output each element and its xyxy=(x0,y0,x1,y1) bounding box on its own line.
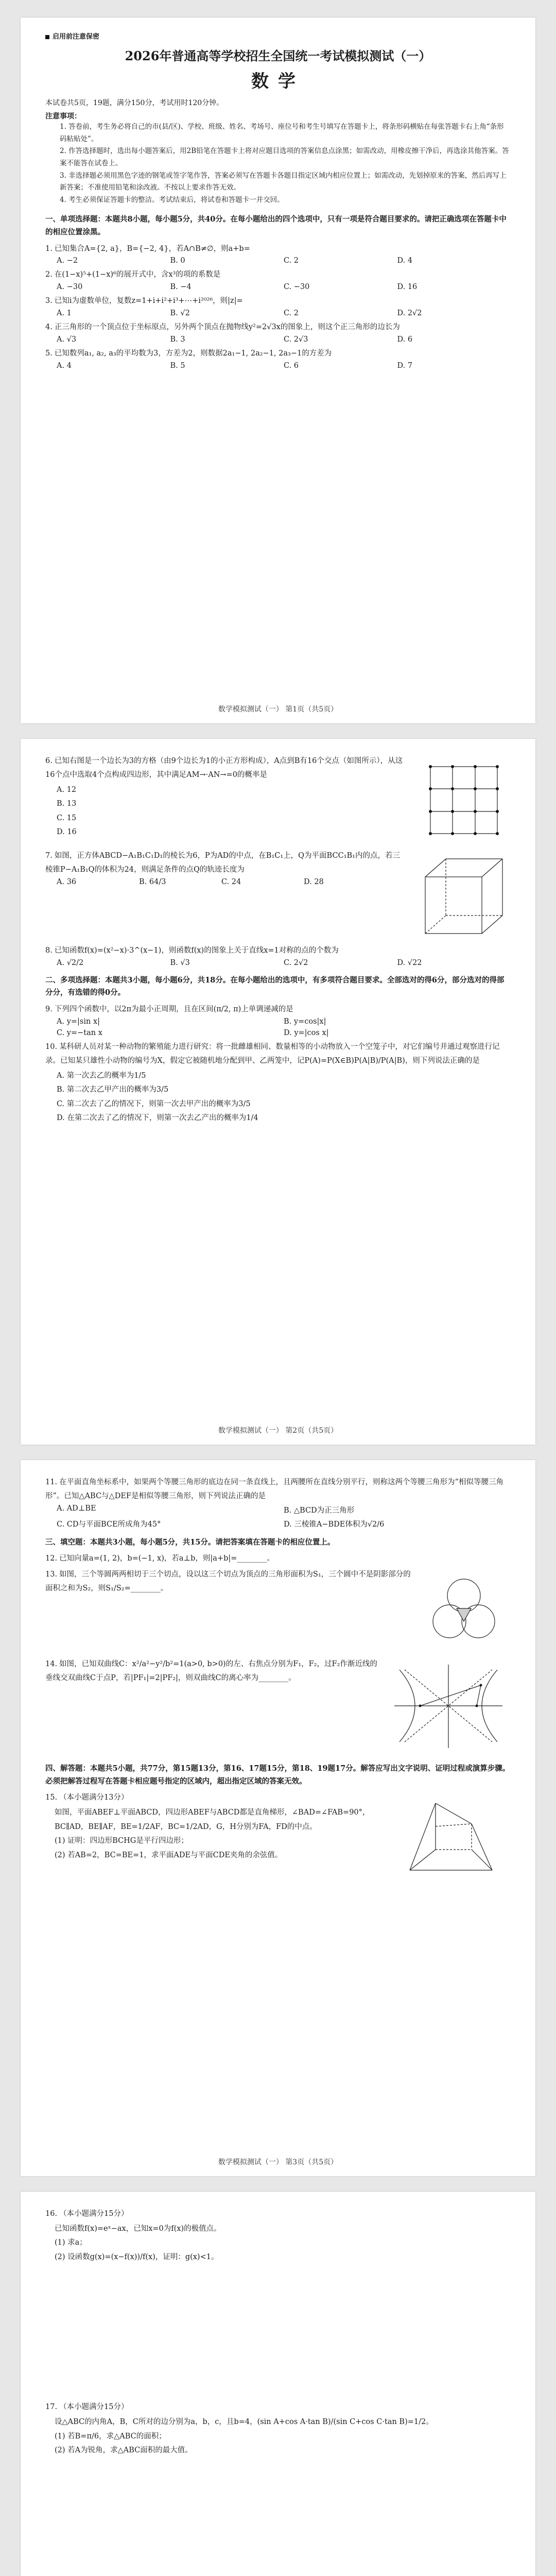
option: B. 13 xyxy=(57,800,77,808)
hyperbola-figure xyxy=(389,1659,508,1752)
question-7-options xyxy=(57,878,386,886)
question-3-options xyxy=(57,309,511,317)
option: C. 2 xyxy=(284,257,299,265)
question-4-options xyxy=(57,335,511,344)
option: C. 2√3 xyxy=(284,335,308,344)
option: C. 24 xyxy=(221,877,241,886)
option: C. y=−tan x xyxy=(57,1028,102,1037)
question-10: 10. 某科研人员对某一种动物的繁殖能力进行研究：将一批雌雄相同、数量相等的小动物放入一个空笼子中，对它们编号并通过观察进行记录。已知某只雄性小动物的编号为X，假定它被随机地分配到甲、乙两笼中，记P(A)=P(X∈B)P(A|B)/P(A|B)，则下列说法正确的是 xyxy=(45,1042,500,1065)
option: D. 7 xyxy=(397,361,413,370)
option: D. 28 xyxy=(304,877,324,886)
page-4 xyxy=(21,2192,535,2576)
cube-figure xyxy=(415,851,508,939)
question-17-part: (1) 若B=π/6，求△ABC的面积； xyxy=(55,2432,166,2441)
question-8: 8. 已知函数f(x)=(x²−x)·3^(x−1)，则函数f(x)的图象上关于直线x=1对称的点的个数为 xyxy=(45,946,339,955)
page-2 xyxy=(21,739,535,1445)
confidential-badge xyxy=(45,31,99,41)
question-15-body: 如图，平面ABEF⊥平面ABCD，四边形ABEF与ABCD都是直角梯形，∠BAD=∠FAB=90°，BC∥AD，BE∥AF，BE=1/2AF，BC=1/2AD，G，H分别为FA，FD的中点。 xyxy=(55,1808,370,1831)
notice-heading: 注意事项： xyxy=(45,112,81,121)
question-15: 15. （本小题满分13分） xyxy=(45,1791,511,1805)
option: C. 第二次去了乙的情况下，则第一次去甲产出的概率为3/5 xyxy=(57,1099,251,1108)
question-12: 12. 已知向量a=(1, 2)，b=(−1, x)，若a⊥b，则|a+b|=________。 xyxy=(45,1554,274,1563)
page-footer: 数学模拟测试（一） 第3页（共5页） xyxy=(218,2158,338,2166)
option: A. 36 xyxy=(57,877,77,886)
question-9-options-row2 xyxy=(57,1029,511,1037)
page-footer: 数学模拟测试（一） 第1页（共5页） xyxy=(218,705,338,714)
option: A. 第一次去乙的概率为1/5 xyxy=(57,1071,146,1080)
question-15-part: (1) 证明：四边形BCHG是平行四边形； xyxy=(55,1837,188,1845)
question-11-options-row2 xyxy=(57,1518,511,1529)
question-4: 4. 正三角形的一个顶点位于坐标原点，另外两个顶点在抛物线y²=2√3x的图象上，则这个正三角形的边长为 xyxy=(45,323,400,332)
question-10-options xyxy=(57,1069,511,1126)
question-1-options xyxy=(57,257,511,265)
notice-item: 2. 作答选择题时，选出每小题答案后，用2B铅笔在答题卡上将对应题目选项的答案信息点涂黑；如需改动，用橡皮擦干净后，再选涂其他答案。答案不能答在试卷上。 xyxy=(60,147,509,167)
question-17-part: (2) 若A为锐角，求△ABC面积的最大值。 xyxy=(55,2446,193,2455)
option: C. −30 xyxy=(284,283,310,292)
option: C. 15 xyxy=(57,814,77,822)
option: B. 5 xyxy=(170,361,185,370)
option: B. −4 xyxy=(170,283,192,292)
option: B. y=cos|x| xyxy=(284,1017,326,1026)
question-16: 16. （本小题满分15分） xyxy=(45,2210,129,2218)
solid-figure xyxy=(394,1793,508,1891)
exam-meta: 本试卷共5页，19题，满分150分，考试用时120分钟。 xyxy=(45,99,224,107)
question-5-options xyxy=(57,362,511,370)
option: B. △BCD为正三角形 xyxy=(284,1506,355,1515)
option: C. CD与平面BCE所成角为45° xyxy=(57,1520,161,1529)
option: C. 6 xyxy=(284,361,299,370)
option: A. √2/2 xyxy=(57,958,84,967)
option: B. √2 xyxy=(170,309,190,318)
notice-item: 4. 考生必须保证答题卡的整洁。考试结束后，将试卷和答题卡一并交回。 xyxy=(60,195,284,204)
option: D. √22 xyxy=(397,958,422,967)
question-9-options xyxy=(57,1018,511,1026)
option: D. 2√2 xyxy=(397,309,422,318)
question-5: 5. 已知数列a₁, a₂, a₃的平均数为3，方差为2，则数据2a₁−1, 2a₂−1, 2a₃−1的方差为 xyxy=(45,349,332,358)
question-15-part: (2) 若AB=2，BC=BE=1，求平面ADE与平面CDE夹角的余弦值。 xyxy=(55,1851,283,1859)
badge-square-icon xyxy=(45,35,49,39)
option: A. −2 xyxy=(57,257,78,265)
section-4-heading: 四、解答题：本题共5小题，共77分，第15题13分，第16、17题15分，第18、19题17分。解答应写出文字说明、证明过程或演算步骤。必须把解答过程写在答题卡相应题号指定的区域内，超出指定区域的答案无效。 xyxy=(45,1764,510,1786)
option: D. 4 xyxy=(397,257,413,265)
option: D. 16 xyxy=(57,828,77,837)
page-3 xyxy=(21,1460,535,2176)
option: A. 12 xyxy=(57,785,77,794)
answer-space xyxy=(45,2264,511,2398)
question-13: 13. 如图，三个等圆两两相切于三个切点，设以这三个切点为顶点的三角形面积为S₁，三个圆中不是阴影部分的面积之和为S₂，则S₁/S₂=________。 xyxy=(45,1568,511,1596)
question-6: 6. 已知右图是一个边长为3的方格（由9个边长为1的小正方形构成），A点到B有16个交点（如图所示），从这16个点中选取4个点构成四边形，其中满足AM→·AN→=0的概率是 xyxy=(45,754,511,782)
question-2: 2. 在(1−x)⁵+(1−x)⁶的展开式中，含x³的项的系数是 xyxy=(45,270,221,279)
option: B. 第二次去乙甲产出的概率为3/5 xyxy=(57,1086,169,1094)
question-16-part: (2) 设函数g(x)=(x−f(x))/f(x)，证明：g(x)<1。 xyxy=(55,2252,219,2261)
notice-item: 3. 非选择题必须用黑色字迹的钢笔或签字笔作答，答案必须写在答题卡各题目指定区域内相应位置上；如需改动，先划掉原来的答案，然后再写上新答案；不准使用铅笔和涂改液。不按以上要求作答无效。 xyxy=(60,171,507,192)
question-11-options xyxy=(57,1504,511,1515)
option: A. −30 xyxy=(57,283,83,292)
question-17-body: 设△ABC的内角A，B，C所对的边分别为a，b，c，且b=4，(sin A+cos A·tan B)/(sin C+cos C·tan B)=1/2。 xyxy=(55,2418,433,2427)
question-17: 17. （本小题满分15分） xyxy=(45,2403,129,2412)
page-footer: 数学模拟测试（一） 第2页（共5页） xyxy=(218,1427,338,1435)
exam-title: 2026年普通高等学校招生全国统一考试模拟测试（一） xyxy=(125,48,431,63)
answer-space xyxy=(45,2458,511,2576)
question-16-part: (1) 求a； xyxy=(55,2239,87,2247)
option: A. 4 xyxy=(57,361,72,370)
option: D. 6 xyxy=(397,335,413,344)
section-2-heading: 二、多项选择题：本题共3小题，每小题6分，共18分。在每小题给出的选项中，有多项符合题目要求。全部选对的得6分，部分选对的得部分分，有选错的得0分。 xyxy=(45,975,505,997)
question-1: 1. 已知集合A={2, a}，B={−2, 4}，若A∩B≠∅，则a+b= xyxy=(45,244,250,253)
circles-figure xyxy=(420,1570,508,1652)
section-3-heading: 三、填空题：本题共3小题，每小题5分，共15分。请把答案填在答题卡的相应位置上。 xyxy=(45,1537,335,1547)
question-8-options xyxy=(57,959,511,967)
question-2-options xyxy=(57,283,511,291)
question-11: 11. 在平面直角坐标系中，如果两个等腰三角形的底边在同一条直线上，且两腰所在直线分别平行，则称这两个等腰三角形为“相似等腰三角形”。已知△ABC与△DEF是相似等腰三角形，则下列说法正确的是 xyxy=(45,1478,503,1500)
option: D. y=|cos x| xyxy=(284,1028,329,1037)
notice-item: 1. 答卷前，考生务必将自己的市(县/区)、学校、班级、姓名、考场号、座位号和考生号填写在答题卡上，将条形码横贴在每张答题卡右上角“条形码粘贴处”。 xyxy=(60,123,504,143)
option: B. 64/3 xyxy=(139,877,166,886)
page-1 xyxy=(21,18,535,723)
option: A. AD⊥BE xyxy=(57,1504,96,1513)
grid-figure xyxy=(420,756,508,844)
option: B. 0 xyxy=(170,257,185,265)
option: C. 2 xyxy=(284,309,299,318)
question-7: 7. 如图，正方体ABCD−A₁B₁C₁D₁的棱长为6，P为AD的中点，在B₁C₁上，Q为平面BCC₁B₁内的点，若三棱锥P−A₁B₁Q的体积为24，则满足条件的点Q的轨迹长度为 xyxy=(45,849,511,877)
option: D. 三棱锥A−BDE体积为√2/6 xyxy=(284,1520,385,1529)
badge-text: 启用前注意保密 xyxy=(53,33,100,41)
option: A. 1 xyxy=(57,309,72,318)
option: D. 16 xyxy=(397,283,418,292)
subject-heading: 数学 xyxy=(251,71,305,92)
option: D. 在第二次去了乙的情况下，则第一次去乙产出的概率为1/4 xyxy=(57,1114,258,1123)
notice-list xyxy=(60,121,511,206)
question-14: 14. 如图，已知双曲线C：x²/a²−y²/b²=1(a>0, b>0)的左、右焦点分别为F₁，F₂，过F₂作渐近线的垂线交双曲线C于点P，若|PF₁|=2|PF₂|，则双曲线C的离心率为________。 xyxy=(45,1657,511,1685)
question-16-body: 已知函数f(x)=eˣ−ax，已知x=0为f(x)的极值点。 xyxy=(55,2224,221,2233)
question-9: 9. 下列四个函数中，以2π为最小正周期，且在区间(π/2, π)上单调递减的是 xyxy=(45,1005,293,1014)
option: A. √3 xyxy=(57,335,77,344)
option: B. 3 xyxy=(170,335,185,344)
section-1-heading: 一、单项选择题：本题共8小题，每小题5分，共40分。在每小题给出的四个选项中，只有一项是符合题目要求的。请把正确选项在答题卡中的相应位置涂黑。 xyxy=(45,215,507,237)
option: A. y=|sin x| xyxy=(57,1017,100,1026)
option: C. 2√2 xyxy=(284,958,308,967)
option: B. √3 xyxy=(170,958,190,967)
question-3: 3. 已知i为虚数单位，复数z=1+i+i²+i³+⋯+i²⁰²⁶，则|z|= xyxy=(45,297,243,306)
